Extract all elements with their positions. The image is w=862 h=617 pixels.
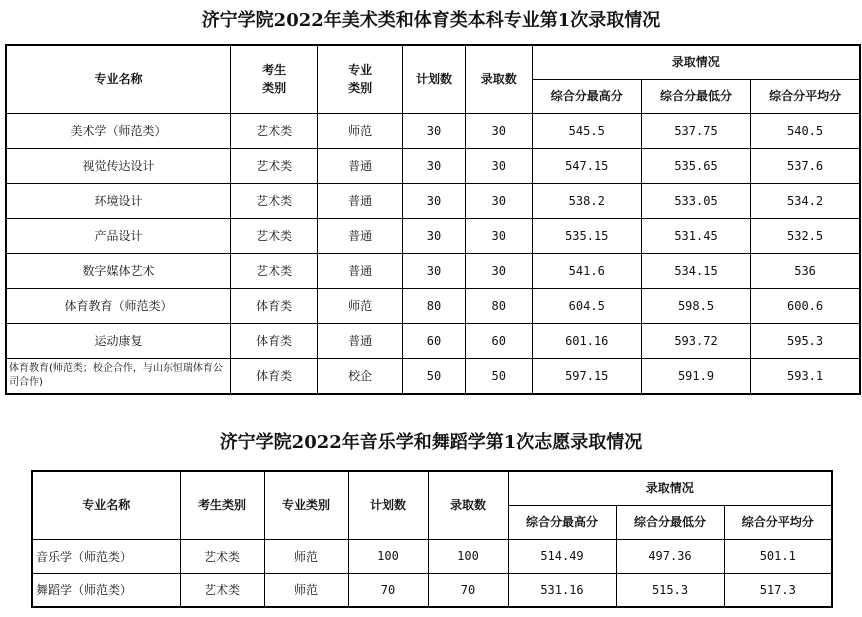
cell-max: 541.6 [532,253,641,288]
header-admission: 录取情况 [532,45,860,79]
cell-max: 601.16 [532,323,641,358]
cell-avg: 593.1 [751,358,860,394]
cell-admitted: 60 [465,323,532,358]
cell-plan: 30 [403,113,466,148]
header-avg: 综合分平均分 [724,505,832,539]
cell-major-type: 普通 [318,253,403,288]
table1 [5,44,861,395]
cell-student-type: 艺术类 [231,183,318,218]
header-major-type: 专业类别 [264,471,348,539]
cell-admitted: 30 [465,113,532,148]
header-min: 综合分最低分 [616,505,724,539]
cell-avg: 537.6 [751,148,860,183]
cell-plan: 30 [403,183,466,218]
cell-avg: 534.2 [751,183,860,218]
table2 [31,470,833,608]
table-row [6,148,860,183]
cell-student-type: 体育类 [231,358,318,394]
header-admission: 录取情况 [508,471,832,505]
header-max: 综合分最高分 [532,79,641,113]
table-row [32,539,832,573]
cell-major-type: 普通 [318,323,403,358]
cell-major-type: 普通 [318,218,403,253]
cell-student-type: 艺术类 [180,539,264,573]
cell-avg: 540.5 [751,113,860,148]
header-student-type: 考生类别 [180,471,264,539]
cell-min: 534.15 [641,253,750,288]
cell-admitted: 50 [465,358,532,394]
header-avg: 综合分平均分 [751,79,860,113]
cell-plan: 30 [403,218,466,253]
cell-avg: 532.5 [751,218,860,253]
header-plan: 计划数 [348,471,428,539]
cell-major: 体育教育(师范类；校企合作，与山东恒瑞体育公司合作) [6,358,231,394]
cell-max: 545.5 [532,113,641,148]
header-major-type: 专业 类别 [318,45,403,113]
table-row [6,218,860,253]
cell-min: 591.9 [641,358,750,394]
cell-major-type: 师范 [318,113,403,148]
header-admitted: 录取数 [428,471,508,539]
header-admitted: 录取数 [465,45,532,113]
cell-min: 497.36 [616,539,724,573]
header-plan: 计划数 [403,45,466,113]
cell-plan: 100 [348,539,428,573]
cell-min: 535.65 [641,148,750,183]
cell-avg: 595.3 [751,323,860,358]
cell-min: 537.75 [641,113,750,148]
cell-avg: 501.1 [724,539,832,573]
cell-major: 运动康复 [6,323,231,358]
cell-min: 533.05 [641,183,750,218]
header-min: 综合分最低分 [641,79,750,113]
cell-max: 597.15 [532,358,641,394]
cell-major-type: 校企 [318,358,403,394]
table1-title: 济宁学院2022年美术类和体育类本科专业第1次录取情况 [201,10,661,31]
cell-plan: 50 [403,358,466,394]
cell-student-type: 艺术类 [231,253,318,288]
cell-major: 舞蹈学（师范类） [32,573,180,607]
cell-max: 604.5 [532,288,641,323]
cell-student-type: 体育类 [231,323,318,358]
cell-student-type: 艺术类 [231,218,318,253]
header-major: 专业名称 [32,471,180,539]
cell-student-type: 艺术类 [231,113,318,148]
table-row [6,288,860,323]
cell-avg: 536 [751,253,860,288]
cell-student-type: 艺术类 [180,573,264,607]
cell-admitted: 30 [465,253,532,288]
cell-major-type: 普通 [318,148,403,183]
table-row [6,323,860,358]
cell-plan: 80 [403,288,466,323]
cell-avg: 600.6 [751,288,860,323]
cell-plan: 60 [403,323,466,358]
cell-major: 音乐学（师范类） [32,539,180,573]
header-major: 专业名称 [6,45,231,113]
cell-admitted: 80 [465,288,532,323]
header-max: 综合分最高分 [508,505,616,539]
header-student-type: 考生 类别 [231,45,318,113]
section-gap [0,405,862,427]
cell-max: 538.2 [532,183,641,218]
cell-major: 视觉传达设计 [6,148,231,183]
table-row [6,113,860,148]
cell-min: 598.5 [641,288,750,323]
cell-avg: 517.3 [724,573,832,607]
cell-max: 547.15 [532,148,641,183]
cell-major: 美术学（师范类） [6,113,231,148]
cell-major-type: 师范 [264,573,348,607]
cell-major-type: 普通 [318,183,403,218]
cell-admitted: 30 [465,218,532,253]
cell-max: 535.15 [532,218,641,253]
cell-student-type: 艺术类 [231,148,318,183]
table-row [6,183,860,218]
cell-admitted: 70 [428,573,508,607]
table-row [6,253,860,288]
cell-major: 环境设计 [6,183,231,218]
cell-min: 515.3 [616,573,724,607]
table-row [32,573,832,607]
cell-admitted: 30 [465,183,532,218]
cell-admitted: 30 [465,148,532,183]
table2-title: 济宁学院2022年音乐学和舞蹈学第1次志愿录取情况 [219,432,643,453]
cell-plan: 30 [403,253,466,288]
cell-max: 531.16 [508,573,616,607]
cell-major: 数字媒体艺术 [6,253,231,288]
cell-major: 体育教育（师范类） [6,288,231,323]
cell-min: 593.72 [641,323,750,358]
table-row [6,358,860,394]
cell-major-type: 师范 [264,539,348,573]
cell-plan: 70 [348,573,428,607]
cell-admitted: 100 [428,539,508,573]
cell-student-type: 体育类 [231,288,318,323]
cell-plan: 30 [403,148,466,183]
cell-major-type: 师范 [318,288,403,323]
cell-max: 514.49 [508,539,616,573]
cell-major: 产品设计 [6,218,231,253]
cell-min: 531.45 [641,218,750,253]
